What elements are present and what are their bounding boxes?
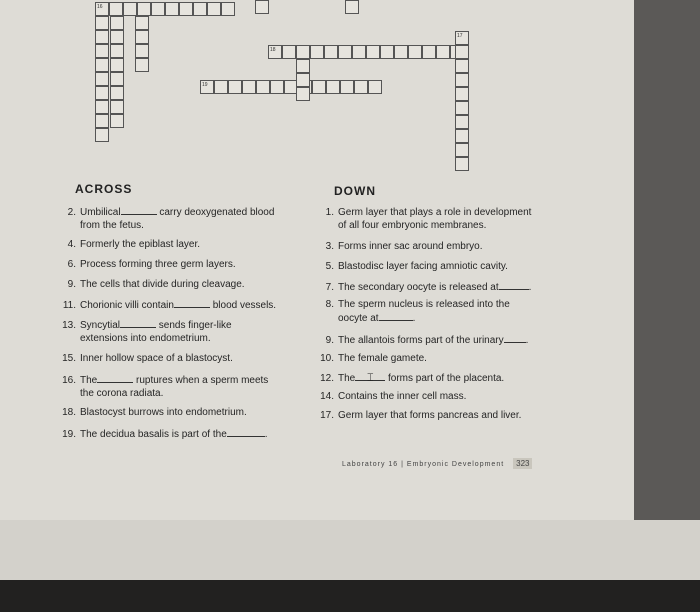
crossword-cell[interactable] [255,0,269,14]
cell-number: 19 [202,82,208,88]
down-clue-10: 10. The female gamete. [320,353,427,364]
crossword-cell[interactable] [110,86,124,100]
crossword-cell[interactable] [228,80,242,94]
down-clue-8: 8. The sperm nucleus is released into the oocyte at . [325,299,510,324]
crossword-cell[interactable] [394,45,408,59]
crossword-cell[interactable] [345,0,359,14]
crossword-cell[interactable] [95,72,109,86]
crossword-cell[interactable] [151,2,165,16]
crossword-cell[interactable] [422,45,436,59]
down-clue-5: 5. Blastodisc layer facing amniotic cavity. [325,261,508,272]
down-clue-3: 3. Forms inner sac around embryo. [325,241,483,252]
crossword-cell[interactable] [268,45,282,59]
across-clue-18: 18. Blastocyst burrows into endometrium. [62,407,247,418]
crossword-cell[interactable] [296,87,310,101]
crossword-cell[interactable] [368,80,382,94]
crossword-cell[interactable] [270,80,284,94]
crossword-cell[interactable] [110,44,124,58]
crossword-cell[interactable] [338,45,352,59]
crossword-cell[interactable] [95,58,109,72]
text-cursor-icon: ⌶ [367,372,374,384]
across-clue-6: 6. Process forming three germ layers. [67,259,236,270]
crossword-cell[interactable] [366,45,380,59]
across-clue-15: 15. Inner hollow space of a blastocyst. [62,353,233,364]
crossword-cell[interactable] [436,45,450,59]
across-clue-4: 4. Formerly the epiblast layer. [67,239,201,250]
across-clue-11: 11. Chorionic villi contain blood vessels. [62,300,277,311]
background-edge [634,0,700,520]
crossword-cell[interactable] [135,30,149,44]
crossword-cell[interactable] [207,2,221,16]
across-clue-19: 19. The decidua basalis is part of the . [62,429,268,440]
page-number: 323 [513,458,532,469]
down-clue-14: 14. Contains the inner cell mass. [320,391,467,402]
crossword-grid [0,0,634,175]
crossword-cell[interactable] [110,16,124,30]
cell-number: 18 [270,47,276,53]
across-clue-16: 16. The ruptures when a sperm meets the corona radiata. [62,375,269,399]
crossword-cell[interactable] [95,114,109,128]
crossword-cell[interactable] [296,59,310,73]
crossword-cell[interactable] [137,2,151,16]
crossword-cell[interactable] [282,45,296,59]
crossword-cell[interactable] [95,128,109,142]
crossword-cell[interactable] [256,80,270,94]
across-heading: ACROSS [75,182,133,196]
down-clue-9: 9. The allantois forms part of the urinary . [325,335,529,346]
crossword-cell[interactable] [455,101,469,115]
crossword-cell[interactable] [95,30,109,44]
crossword-cell[interactable] [95,2,109,16]
bottom-dark-band [0,580,700,612]
crossword-cell[interactable] [95,44,109,58]
crossword-cell[interactable] [340,80,354,94]
cell-number: 16 [97,4,103,10]
crossword-cell[interactable] [455,129,469,143]
crossword-cell[interactable] [455,157,469,171]
crossword-cell[interactable] [326,80,340,94]
page-footer [342,458,532,469]
crossword-cell[interactable] [123,2,137,16]
cell-number: 17 [457,33,463,39]
crossword-cell[interactable] [455,115,469,129]
crossword-cell[interactable] [135,16,149,30]
crossword-cell[interactable] [408,45,422,59]
crossword-cell[interactable] [242,80,256,94]
crossword-cell[interactable] [455,87,469,101]
crossword-cell[interactable] [110,100,124,114]
crossword-cell[interactable] [95,100,109,114]
crossword-cell[interactable] [110,72,124,86]
crossword-cell[interactable] [310,45,324,59]
down-clue-1: 1. Germ layer that plays a role in development of all four embryonic membranes. [325,207,532,231]
crossword-cell[interactable] [354,80,368,94]
crossword-cell[interactable] [455,31,469,45]
down-clue-17: 17. Germ layer that forms pancreas and liver. [320,410,522,421]
crossword-cell[interactable] [95,16,109,30]
crossword-cell[interactable] [312,80,326,94]
down-clue-7: 7. The secondary oocyte is released at . [325,282,532,293]
crossword-cell[interactable] [135,58,149,72]
crossword-cell[interactable] [352,45,366,59]
crossword-cell[interactable] [221,2,235,16]
next-page-edge [0,520,700,580]
crossword-cell[interactable] [455,73,469,87]
across-clue-13: 13. Syncytial sends finger-like extensions into endometrium. [62,320,232,344]
crossword-cell[interactable] [193,2,207,16]
crossword-cell[interactable] [455,59,469,73]
crossword-cell[interactable] [179,2,193,16]
crossword-cell[interactable] [455,45,469,59]
across-clue-9: 9. The cells that divide during cleavage. [67,279,245,290]
crossword-cell[interactable] [110,114,124,128]
crossword-cell[interactable] [380,45,394,59]
crossword-cell[interactable] [324,45,338,59]
crossword-cell[interactable] [214,80,228,94]
crossword-cell[interactable] [200,80,214,94]
across-clue-2: 2. Umbilical carry deoxygenated blood from the fetus. [67,207,275,231]
down-clue-12: 12. The forms part of the placenta. [320,373,505,384]
crossword-cell[interactable] [135,44,149,58]
crossword-cell[interactable] [455,143,469,157]
crossword-cell[interactable] [109,2,123,16]
crossword-cell[interactable] [296,73,310,87]
footer-label: Laboratory 16 | Embryonic Development [342,461,505,468]
crossword-cell[interactable] [95,86,109,100]
crossword-cell[interactable] [296,45,310,59]
crossword-cell[interactable] [165,2,179,16]
crossword-cell[interactable] [110,30,124,44]
crossword-cell[interactable] [110,58,124,72]
down-heading: DOWN [334,184,376,198]
